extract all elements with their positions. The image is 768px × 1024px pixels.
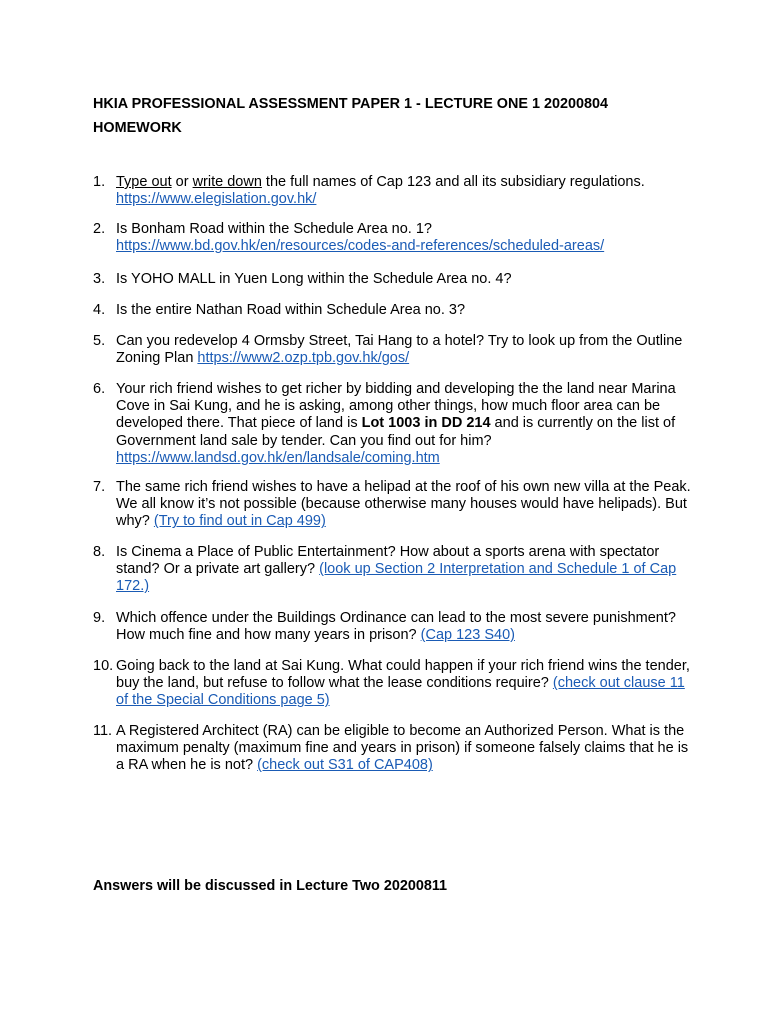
list-item-3 — [93, 271, 693, 288]
item-number: 6. — [93, 381, 106, 397]
item-text — [116, 723, 693, 775]
item-number: 1. — [93, 174, 106, 190]
item-number: 8. — [93, 544, 106, 560]
ozp-link[interactable]: https://www2.ozp.tpb.gov.hk/gos/ — [197, 350, 410, 367]
list-item-6 — [93, 381, 693, 467]
document-title: HKIA PROFESSIONAL ASSESSMENT PAPER 1 - LECTURE ONE 1 20200804 — [93, 96, 608, 112]
item-text-segment: Can you redevelop 4 Ormsby Street, Tai Hang to a hotel? Try to look up from the Outline Zoning Plan — [116, 333, 683, 367]
item-text — [116, 544, 693, 596]
item-text: Is YOHO MALL in Yuen Long within the Schedule Area no. 4? — [116, 271, 512, 287]
landsd-link[interactable]: https://www.landsd.gov.hk/en/landsale/coming.htm — [116, 449, 440, 466]
item-text-segment: A Registered Architect (RA) can be eligible to become an Authorized Person. What is the maximum penalty (maximum fine and years in prison) if someone falsely claims that he is a RA when he is not? — [116, 723, 689, 774]
special-conditions-reference[interactable]: (check out clause 11 of the Special Conditions page 5) — [116, 675, 685, 709]
list-item-10 — [93, 658, 693, 710]
item-text: Is the entire Nathan Road within Schedule Area no. 3? — [116, 302, 466, 318]
cap-499-reference[interactable]: (Try to find out in Cap 499) — [153, 513, 326, 530]
item-text-segment: Which offence under the Buildings Ordinance can lead to the most severe punishment? How much fine and how many years in prison? — [116, 610, 676, 644]
underlined-text: write down — [192, 174, 262, 190]
item-text — [116, 610, 693, 644]
item-number: 11. — [93, 723, 113, 739]
item-text-segment: or — [171, 174, 193, 190]
item-number: 3. — [93, 271, 106, 287]
lot-number: Lot 1003 in DD 214 — [361, 415, 491, 432]
item-text-segment: The same rich friend wishes to have a helipad at the roof of his own new villa at the Peak. We all know it’s not possible (because otherwise many houses would have helipads). But why? — [116, 479, 691, 530]
list-item-4 — [93, 302, 693, 319]
item-text-segment: Your rich friend wishes to get richer by bidding and developing the the land near Marina Cove in Sai Kung, and he is asking, among other things, how much floor area can be developed there. That piece of land is — [116, 381, 676, 432]
item-text-segment: the full names of Cap 123 and all its subsidiary regulations. — [261, 174, 645, 190]
bd-scheduled-areas-link[interactable]: https://www.bd.gov.hk/en/resources/codes-and-references/scheduled-areas/ — [116, 238, 605, 255]
item-text-segment: and is currently on the list of Government land sale by tender. Can you find out for him? — [116, 415, 676, 449]
item-number: 2. — [93, 221, 106, 237]
item-text-segment: Is Cinema a Place of Public Entertainment? How about a sports arena with spectator stand? Or a private art gallery? — [116, 544, 660, 578]
elegislation-link[interactable]: https://www.elegislation.gov.hk/ — [116, 191, 317, 208]
list-item-11 — [93, 723, 693, 775]
item-number: 10. — [93, 658, 114, 674]
item-text-segment: Going back to the land at Sai Kung. What could happen if your rich friend wins the tender, buy the land, but refuse to follow what the lease conditions require? — [116, 658, 690, 692]
item-text — [116, 333, 693, 367]
list-item-7 — [93, 479, 693, 531]
list-item-1 — [93, 174, 693, 208]
item-text — [116, 479, 693, 531]
item-text — [116, 658, 693, 710]
item-number: 5. — [93, 333, 106, 349]
cap-123-s40-reference[interactable]: (Cap 123 S40) — [420, 627, 515, 644]
item-number: 7. — [93, 479, 106, 495]
cap-172-reference[interactable]: (look up Section 2 Interpretation and Schedule 1 of Cap 172.) — [116, 561, 677, 595]
list-item-9 — [93, 610, 693, 644]
item-text — [116, 381, 693, 467]
list-item-8 — [93, 544, 693, 596]
list-item-2 — [93, 221, 693, 255]
item-number: 9. — [93, 610, 106, 626]
item-text — [116, 174, 693, 208]
underlined-text: Type out — [116, 174, 172, 190]
item-text — [116, 221, 693, 255]
answers-note: Answers will be discussed in Lecture Two 20200811 — [93, 878, 448, 894]
document-subtitle: HOMEWORK — [93, 120, 182, 136]
list-item-5 — [93, 333, 693, 367]
cap-408-reference[interactable]: (check out S31 of CAP408) — [257, 757, 433, 774]
item-number: 4. — [93, 302, 106, 318]
item-text-segment: Is Bonham Road within the Schedule Area no. 1? — [116, 221, 432, 237]
